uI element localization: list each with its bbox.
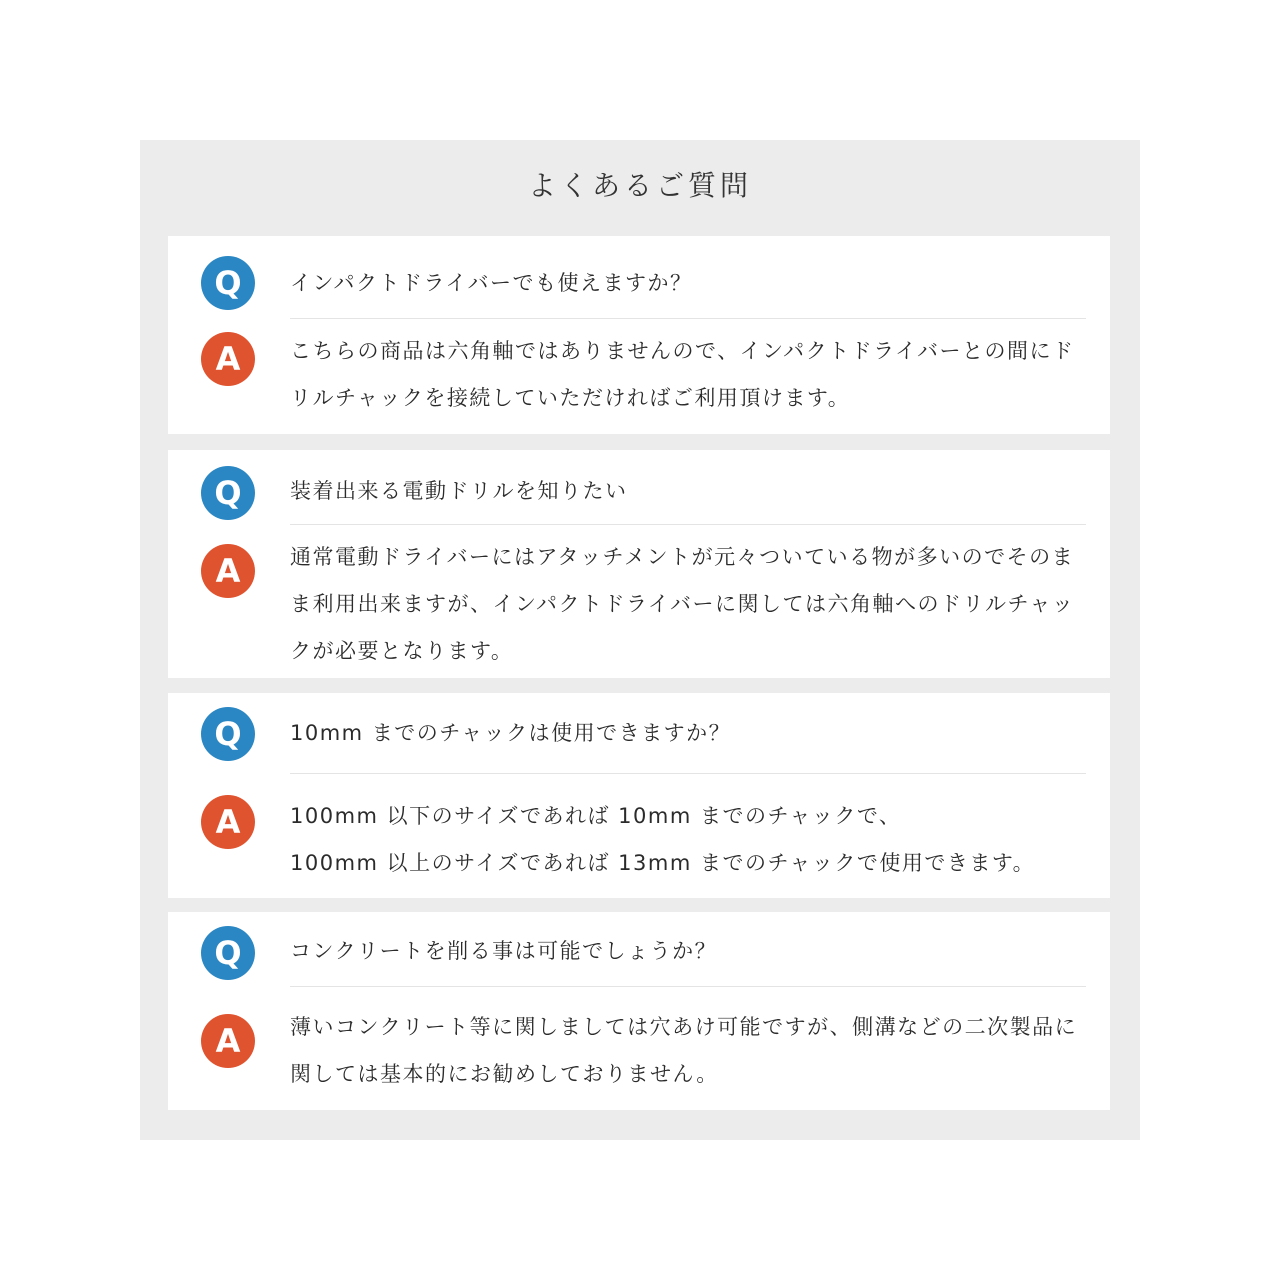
question-badge-icon: Q [201, 707, 255, 761]
question-badge-icon: Q [201, 466, 255, 520]
question-text: 10mm までのチャックは使用できますか？ [290, 721, 732, 745]
divider [290, 524, 1086, 525]
divider [290, 318, 1086, 319]
answer-badge-icon: A [201, 1014, 255, 1068]
answer-badge-icon: A [201, 332, 255, 386]
answer-text: 薄いコンクリート等に関しましては穴あけ可能ですが、側溝などの二次製品に関しては基本的にお勧めしておりません。 [290, 1015, 1078, 1086]
question-text: コンクリートを削る事は可能でしょうか？ [290, 939, 718, 963]
answer-line: 100mm 以下のサイズであれば 10mm までのチャックで、 [290, 804, 902, 828]
divider [290, 773, 1086, 774]
page-title: よくあるご質問 [527, 169, 752, 202]
question-text: 装着出来る電動ドリルを知りたい [290, 479, 628, 503]
answer-text: 通常電動ドライバーにはアタッチメントが元々ついている物が多いのでそのまま利用出来ますが、インパクトドライバーに関しては六角軸へのドリルチャックが必要となります。 [290, 545, 1075, 663]
question-text: インパクトドライバーでも使えますか？ [290, 271, 693, 295]
answer-badge-icon: A [201, 544, 255, 598]
faq-item [168, 236, 1110, 434]
question-badge-icon: Q [201, 256, 255, 310]
answer-line: 100mm 以上のサイズであれば 13mm までのチャックで使用できます。 [290, 851, 1036, 875]
question-badge-icon: Q [201, 926, 255, 980]
answer-badge-icon: A [201, 795, 255, 849]
faq-item [168, 912, 1110, 1110]
answer-text: こちらの商品は六角軸ではありませんので、インパクトドライバーとの間にドリルチャックを接続していただければご利用頂けます。 [290, 339, 1075, 410]
faq-item [168, 693, 1110, 898]
divider [290, 986, 1086, 987]
faq-item [168, 450, 1110, 678]
